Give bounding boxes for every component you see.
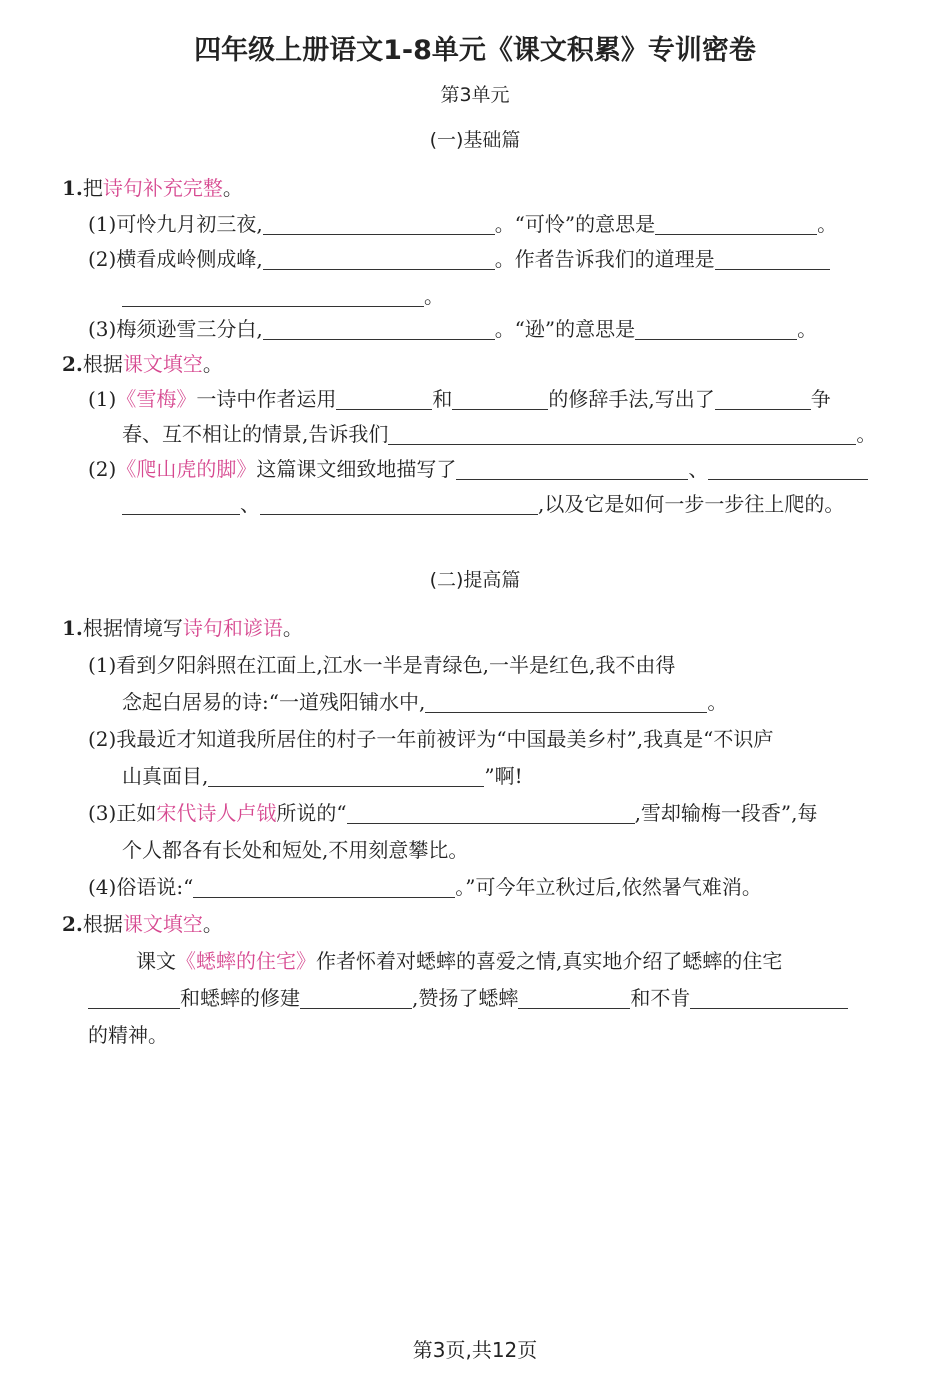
question-3-item-2: (2)我最近才知道我所居住的村子一年前被评为“中国最美乡村”,我真是“不识庐 — [88, 727, 774, 751]
page-number: 第3页,共12页 — [412, 1338, 538, 1362]
answer-blank[interactable] — [425, 690, 707, 713]
answer-blank[interactable] — [88, 986, 180, 1009]
question-1-item-2: (2)横看成岭侧成峰, 。作者告诉我们的道理是 — [88, 245, 830, 273]
question-3-item-1: (1)看到夕阳斜照在江面上,江水一半是青绿色,一半是红色,我不由得 — [88, 653, 676, 677]
question-3-heading: 1.根据情境写诗句和谚语。 — [62, 616, 303, 640]
answer-blank[interactable] — [263, 247, 495, 270]
answer-blank[interactable] — [122, 284, 424, 307]
question-3-item-4: (4)俗语说:“ 。”可今年立秋过后,依然暑气难消。 — [88, 875, 762, 899]
answer-blank[interactable] — [208, 764, 484, 787]
answer-blank[interactable] — [260, 492, 538, 515]
question-3-item-2-cont: 山真面目, ”啊! — [122, 764, 523, 788]
question-4-text: 课文《蟋蟀的住宅》作者怀着对蟋蟀的喜爱之情,真实地介绍了蟋蟀的住宅 — [136, 949, 783, 973]
question-2-item-2: (2)《爬山虎的脚》这篇课文细致地描写了 、 — [88, 455, 868, 483]
question-1-item-2-cont: 。 — [122, 282, 444, 310]
answer-blank[interactable] — [456, 457, 688, 480]
answer-blank[interactable] — [708, 457, 868, 480]
answer-blank[interactable] — [263, 212, 495, 235]
question-1-item-1: (1)可怜九月初三夜, 。“可怜”的意思是 。 — [88, 212, 838, 236]
question-2-item-1: (1)《雪梅》一诗中作者运用 和 的修辞手法,写出了 争 — [88, 387, 831, 411]
answer-blank[interactable] — [452, 387, 548, 410]
question-3-item-3-cont: 个人都各有长处和短处,不用刻意攀比。 — [122, 838, 469, 862]
section-basic-heading: (一)基础篇 — [429, 129, 521, 151]
answer-blank[interactable] — [690, 986, 848, 1009]
question-4-text-cont: 和蟋蟀的修建 ,赞扬了蟋蟀 和不肯 — [88, 984, 848, 1012]
question-2-heading: 2.根据课文填空。 — [62, 352, 223, 376]
answer-blank[interactable] — [336, 387, 432, 410]
answer-blank[interactable] — [263, 317, 495, 340]
question-4-text-end: 的精神。 — [88, 1023, 168, 1047]
question-4-heading: 2.根据课文填空。 — [62, 912, 223, 936]
page-title: 四年级上册语文1-8单元《课文积累》专训密卷 — [194, 35, 756, 66]
answer-blank[interactable] — [655, 212, 817, 235]
question-3-item-1-cont: 念起白居易的诗:“一道残阳铺水中, 。 — [122, 690, 728, 714]
answer-blank[interactable] — [347, 801, 635, 824]
answer-blank[interactable] — [300, 986, 412, 1009]
answer-blank[interactable] — [635, 317, 797, 340]
answer-blank[interactable] — [715, 387, 811, 410]
section-advanced-heading: (二)提高篇 — [429, 569, 521, 591]
answer-blank[interactable] — [518, 986, 630, 1009]
answer-blank[interactable] — [122, 492, 240, 515]
answer-blank[interactable] — [715, 247, 830, 270]
question-2-item-1-cont: 春、互不相让的情景,告诉我们 。 — [122, 422, 877, 446]
question-1-heading: 1.把诗句补充完整。 — [62, 176, 243, 200]
answer-blank[interactable] — [388, 422, 856, 445]
question-2-item-2-cont: 、 ,以及它是如何一步一步往上爬的。 — [122, 490, 844, 518]
question-3-item-3: (3)正如宋代诗人卢钺所说的“ ,雪却输梅一段香”,每 — [88, 801, 818, 825]
unit-label: 第3单元 — [440, 84, 510, 106]
answer-blank[interactable] — [193, 875, 455, 898]
question-1-item-3: (3)梅须逊雪三分白, 。“逊”的意思是 。 — [88, 317, 818, 341]
